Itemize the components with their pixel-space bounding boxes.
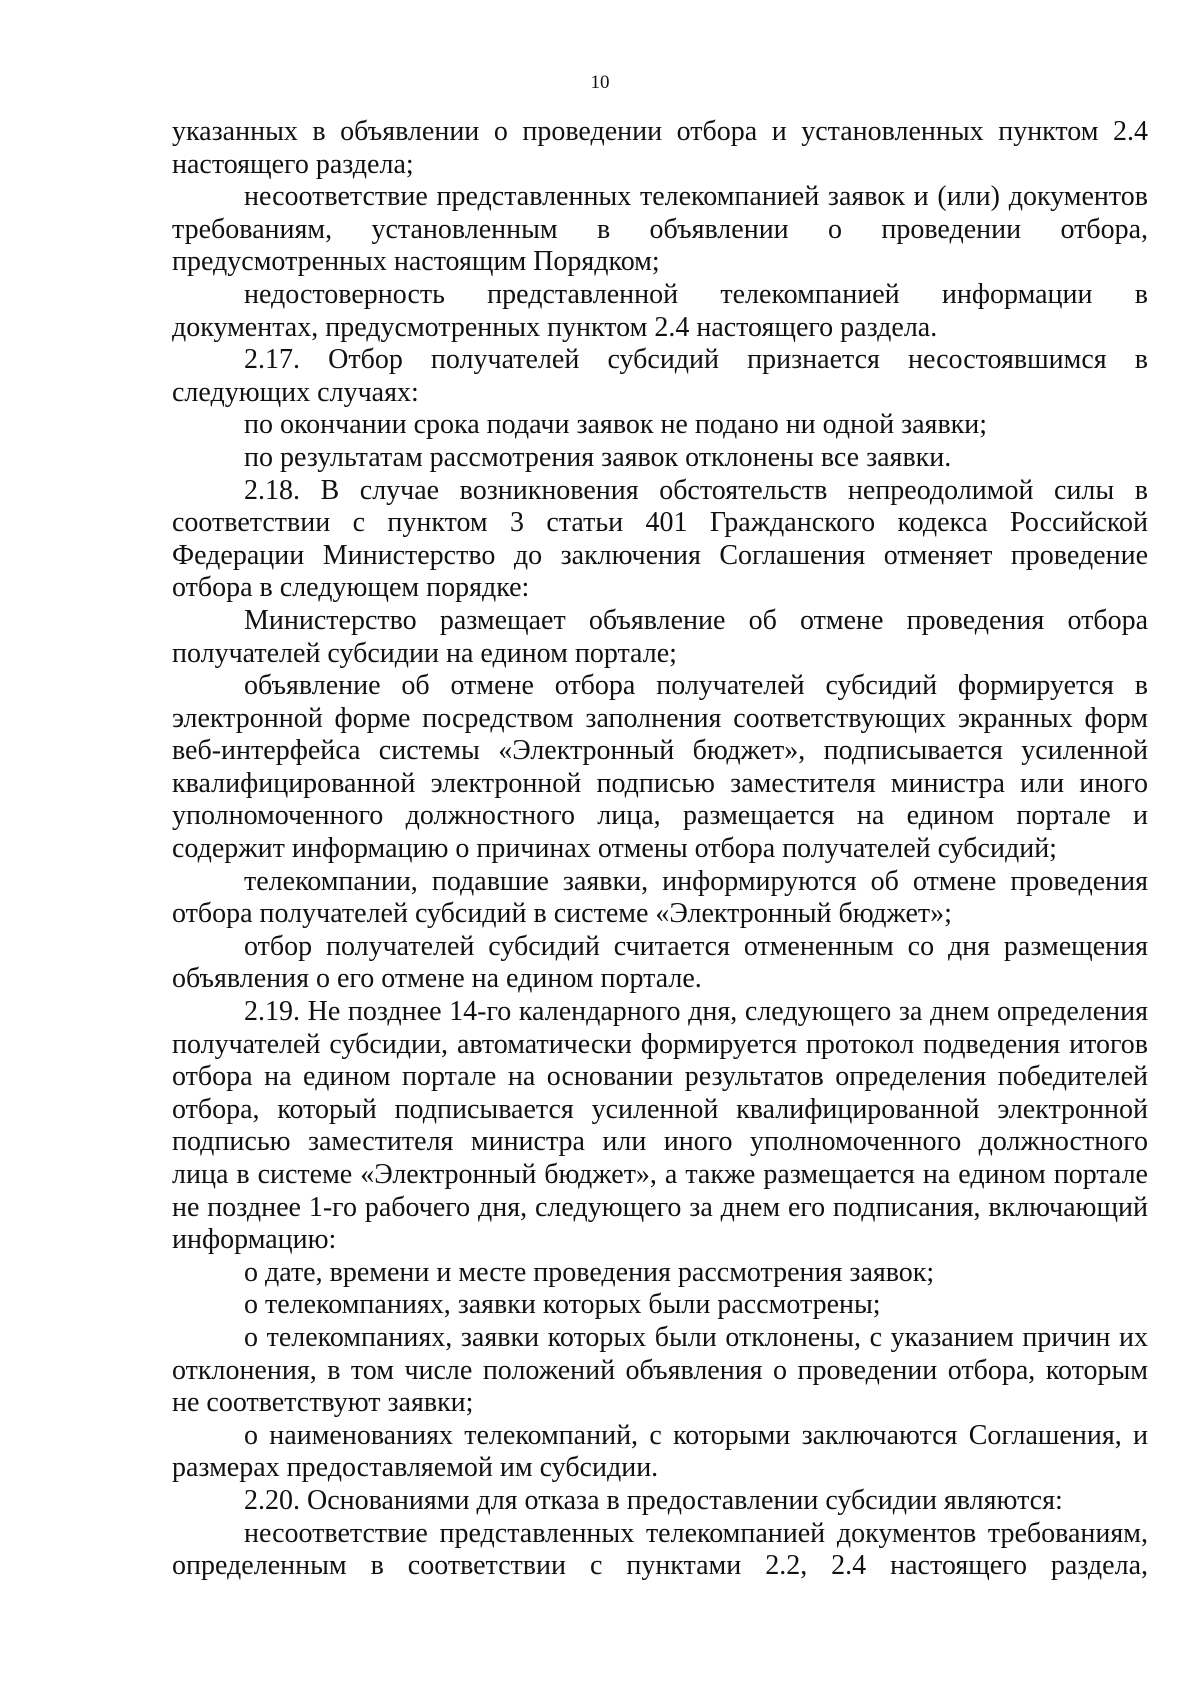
section-paragraph-2-17: 2.17. Отбор получателей субсидий признается несостоявшимся в следующих случаях: <box>172 344 1148 408</box>
paragraph: указанных в объявлении о проведении отбора и установленных пунктом 2.4 настоящего раздела; <box>172 116 1148 180</box>
paragraph: несоответствие представленных телекомпанией заявок и (или) документов требованиям, установленным в объявлении о проведении отбора, предусмотренных настоящим Порядком; <box>172 181 1148 278</box>
list-item: по окончании срока подачи заявок не подано ни одной заявки; <box>244 409 988 441</box>
paragraph: отбор получателей субсидий считается отмененным со дня размещения объявления о его отмене на едином портале. <box>172 930 1148 995</box>
paragraph: недостоверность представленной телекомпанией информации в документах, предусмотренных пунктом 2.4 настоящего раздела. <box>172 278 1148 343</box>
section-paragraph-2-19: 2.19. Не позднее 14-го календарного дня, следующего за днем определения получателей субсидии, автоматически формируется протокол подведения итогов отбора на едином портале на основании результатов определения победителей отбора, который подписывается усиленной квалифицированной электронной подписью заместителя министра или иного уполномоченного должностного лица в системе «Электронный бюджет», а также размещается на едином портале не позднее 1-го рабочего дня, следующего за днем его подписания, включающий информацию: <box>172 996 1148 1256</box>
list-item: о телекомпаниях, заявки которых были отклонены, с указанием причин их отклонения, в том числе положений объявления о проведении отбора, которым не соответствуют заявки; <box>172 1321 1148 1419</box>
paragraph: несоответствие представленных телекомпанией документов требованиям, определенным в соответствии с пунктами 2.2, 2.4 настоящего раздела, <box>172 1517 1148 1582</box>
page-number: 10 <box>590 72 610 93</box>
section-paragraph-2-18: 2.18. В случае возникновения обстоятельств непреодолимой силы в соответствии с пунктом 3 статьи 401 Гражданского кодекса Российской Федерации Министерство до заключения Соглашения отменяет проведение отбора в следующем порядке: <box>172 474 1148 604</box>
section-paragraph-2-20: 2.20. Основаниями для отказа в предоставлении субсидии являются: <box>244 1484 1063 1516</box>
list-item: о дате, времени и месте проведения рассмотрения заявок; <box>244 1256 935 1288</box>
list-item: о телекомпаниях, заявки которых были рассмотрены; <box>244 1289 881 1321</box>
paragraph: Министерство размещает объявление об отмене проведения отбора получателей субсидии на едином портале; <box>172 604 1148 669</box>
list-item: о наименованиях телекомпаний, с которыми заключаются Соглашения, и размерах предоставляемой им субсидии. <box>172 1419 1148 1484</box>
paragraph: телекомпании, подавшие заявки, информируются об отмене проведения отбора получателей субсидий в системе «Электронный бюджет»; <box>172 865 1148 930</box>
document-body <box>172 116 1148 1583</box>
list-item: по результатам рассмотрения заявок отклонены все заявки. <box>244 441 952 473</box>
paragraph: объявление об отмене отбора получателей субсидий формируется в электронной форме посредством заполнения соответствующих экранных форм веб-интерфейса системы «Электронный бюджет», подписывается усиленной квалифицированной электронной подписью заместителя министра или иного уполномоченного должностного лица, размещается на едином портале и содержит информацию о причинах отмены отбора получателей субсидий; <box>172 670 1148 865</box>
